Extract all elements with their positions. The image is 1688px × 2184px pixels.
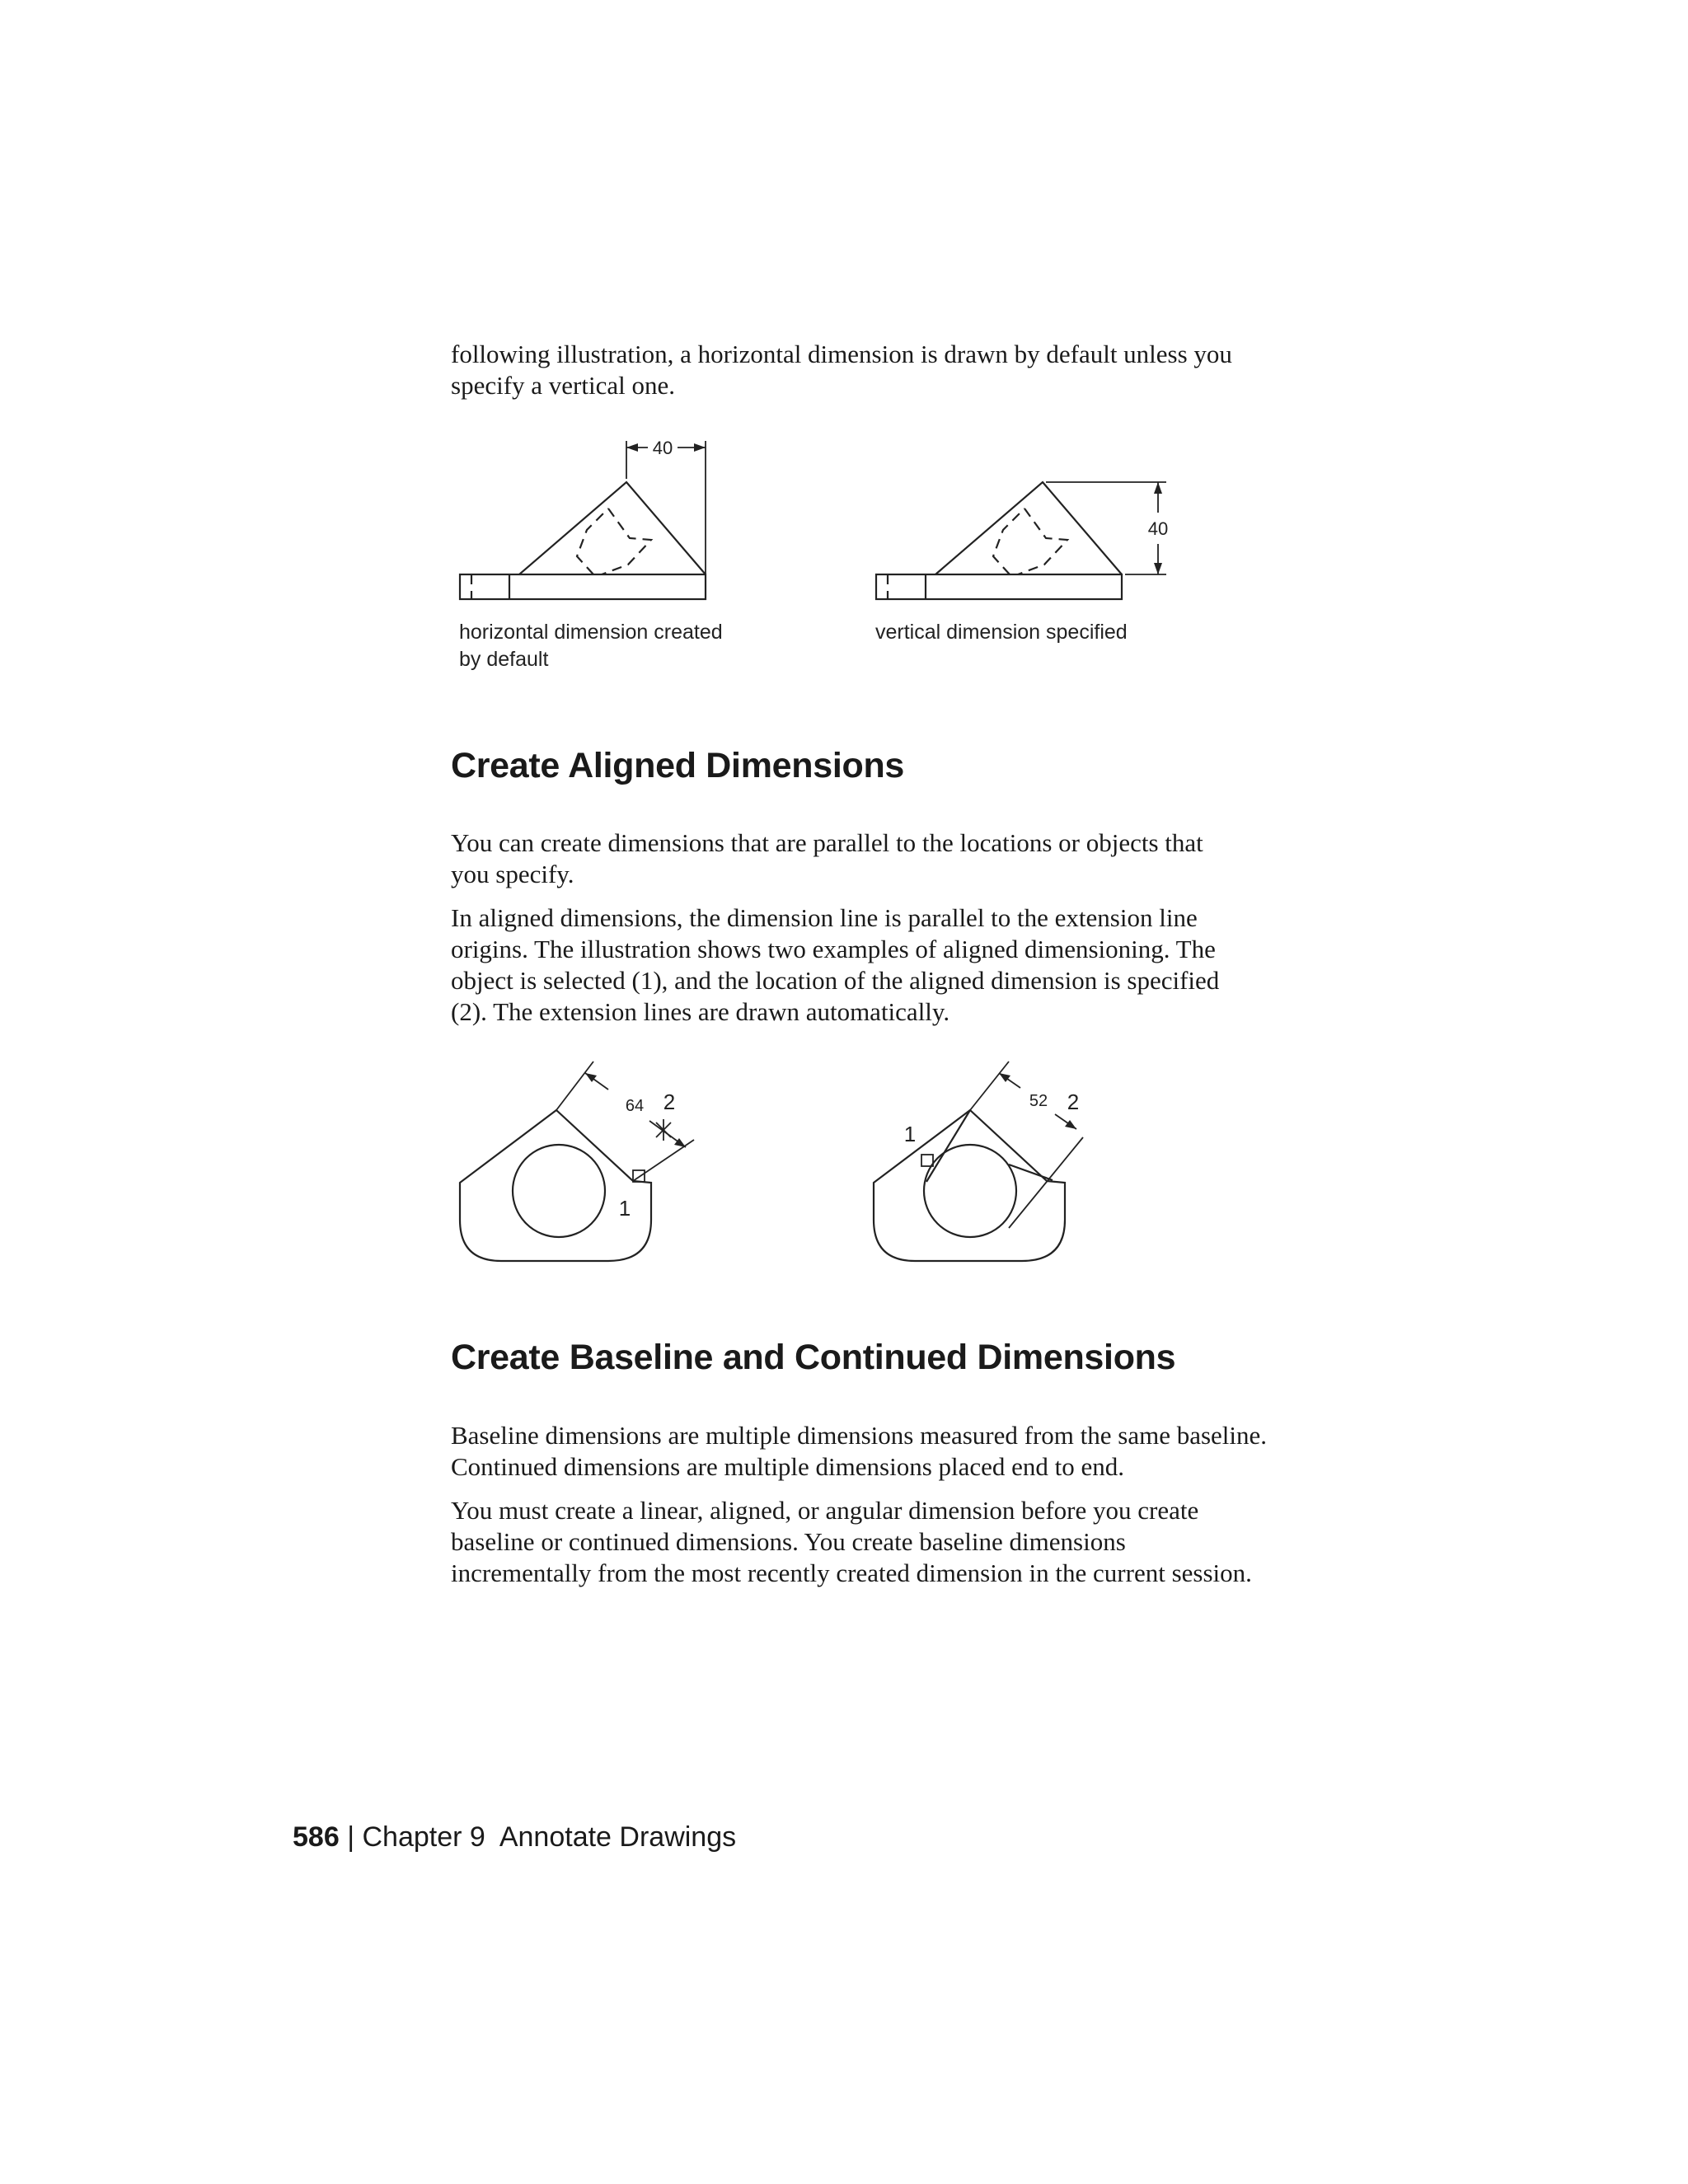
part-outline [874,1110,1065,1261]
aligned-dimension-drawing-left [453,1055,717,1269]
intro-line-2: specify a vertical one. [451,371,675,400]
arrowhead [694,443,706,452]
text-line: In aligned dimensions, the dimension line is parallel to the extension line [451,903,1198,932]
hidden-edge-left [577,509,608,574]
arrowhead [1065,1120,1076,1129]
heading-aligned-dimensions: Create Aligned Dimensions [451,746,905,785]
footer-separator: | [347,1821,355,1853]
triangle-outline [935,482,1122,574]
base-plate [876,574,1122,599]
dimension-value: 52 [1029,1092,1048,1110]
hidden-edge-right [1018,509,1067,574]
chapter-title: Annotate Drawings [499,1821,737,1853]
intro-line-1: following illustration, a horizontal dimension is drawn by default unless you [451,340,1232,368]
baseline-paragraph-1 [451,1420,1341,1483]
arrowhead [999,1073,1010,1082]
horizontal-dimension-drawing [453,433,717,606]
aligned-dimension-drawing-right [867,1055,1131,1269]
baseline-paragraph-2 [451,1495,1341,1589]
location-label: 2 [1067,1090,1080,1114]
vertical-dimension-drawing [870,462,1183,610]
part-outline [460,1110,651,1261]
text-line: baseline or continued dimensions. You create baseline dimensions [451,1527,1126,1556]
dimension-value: 40 [652,438,673,458]
hole-circle [513,1145,605,1237]
base-plate [460,574,706,599]
caption-vertical: vertical dimension specified [875,621,1128,644]
dimension-value: 64 [625,1097,645,1115]
text-line: You can create dimensions that are parallel to the locations or objects that [451,828,1203,857]
triangle-outline [519,482,706,574]
extension-line [970,1062,1009,1110]
caption-line-1: horizontal dimension created [459,621,723,644]
text-line: object is selected (1), and the location of the aligned dimension is specified [451,966,1220,995]
hole-circle [924,1145,1016,1237]
caption-line-2: by default [459,648,549,671]
intro-paragraph [451,339,1341,401]
text-line: you specify. [451,860,574,888]
object-label: 1 [618,1196,631,1221]
aligned-paragraph-2 [451,902,1341,1028]
location-label: 2 [663,1090,676,1114]
text-line: (2). The extension lines are drawn automatically. [451,997,950,1026]
text-line: Continued dimensions are multiple dimensions placed end to end. [451,1452,1125,1481]
caption-horizontal [459,619,723,673]
extension-line [556,1062,593,1110]
chapter-label: Chapter 9 [362,1821,485,1853]
text-line: incrementally from the most recently created dimension in the current session. [451,1558,1252,1587]
aligned-paragraph-1 [451,827,1341,890]
text-line: Baseline dimensions are multiple dimensions measured from the same baseline. [451,1421,1268,1450]
arrowhead [626,443,638,452]
arrowhead [1154,563,1162,574]
dimension-value: 40 [1147,518,1169,539]
text-line: You must create a linear, aligned, or angular dimension before you create [451,1496,1199,1525]
hidden-edge-left [993,509,1025,574]
hidden-edge-right [602,509,651,574]
arrowhead [1154,482,1162,494]
heading-baseline-dimensions: Create Baseline and Continued Dimensions [451,1338,1176,1377]
page-footer [293,1821,736,1854]
extension-line [1009,1137,1083,1228]
text-line: origins. The illustration shows two examples of aligned dimensioning. The [451,935,1216,963]
page-number: 586 [293,1821,340,1853]
object-label: 1 [903,1122,917,1146]
